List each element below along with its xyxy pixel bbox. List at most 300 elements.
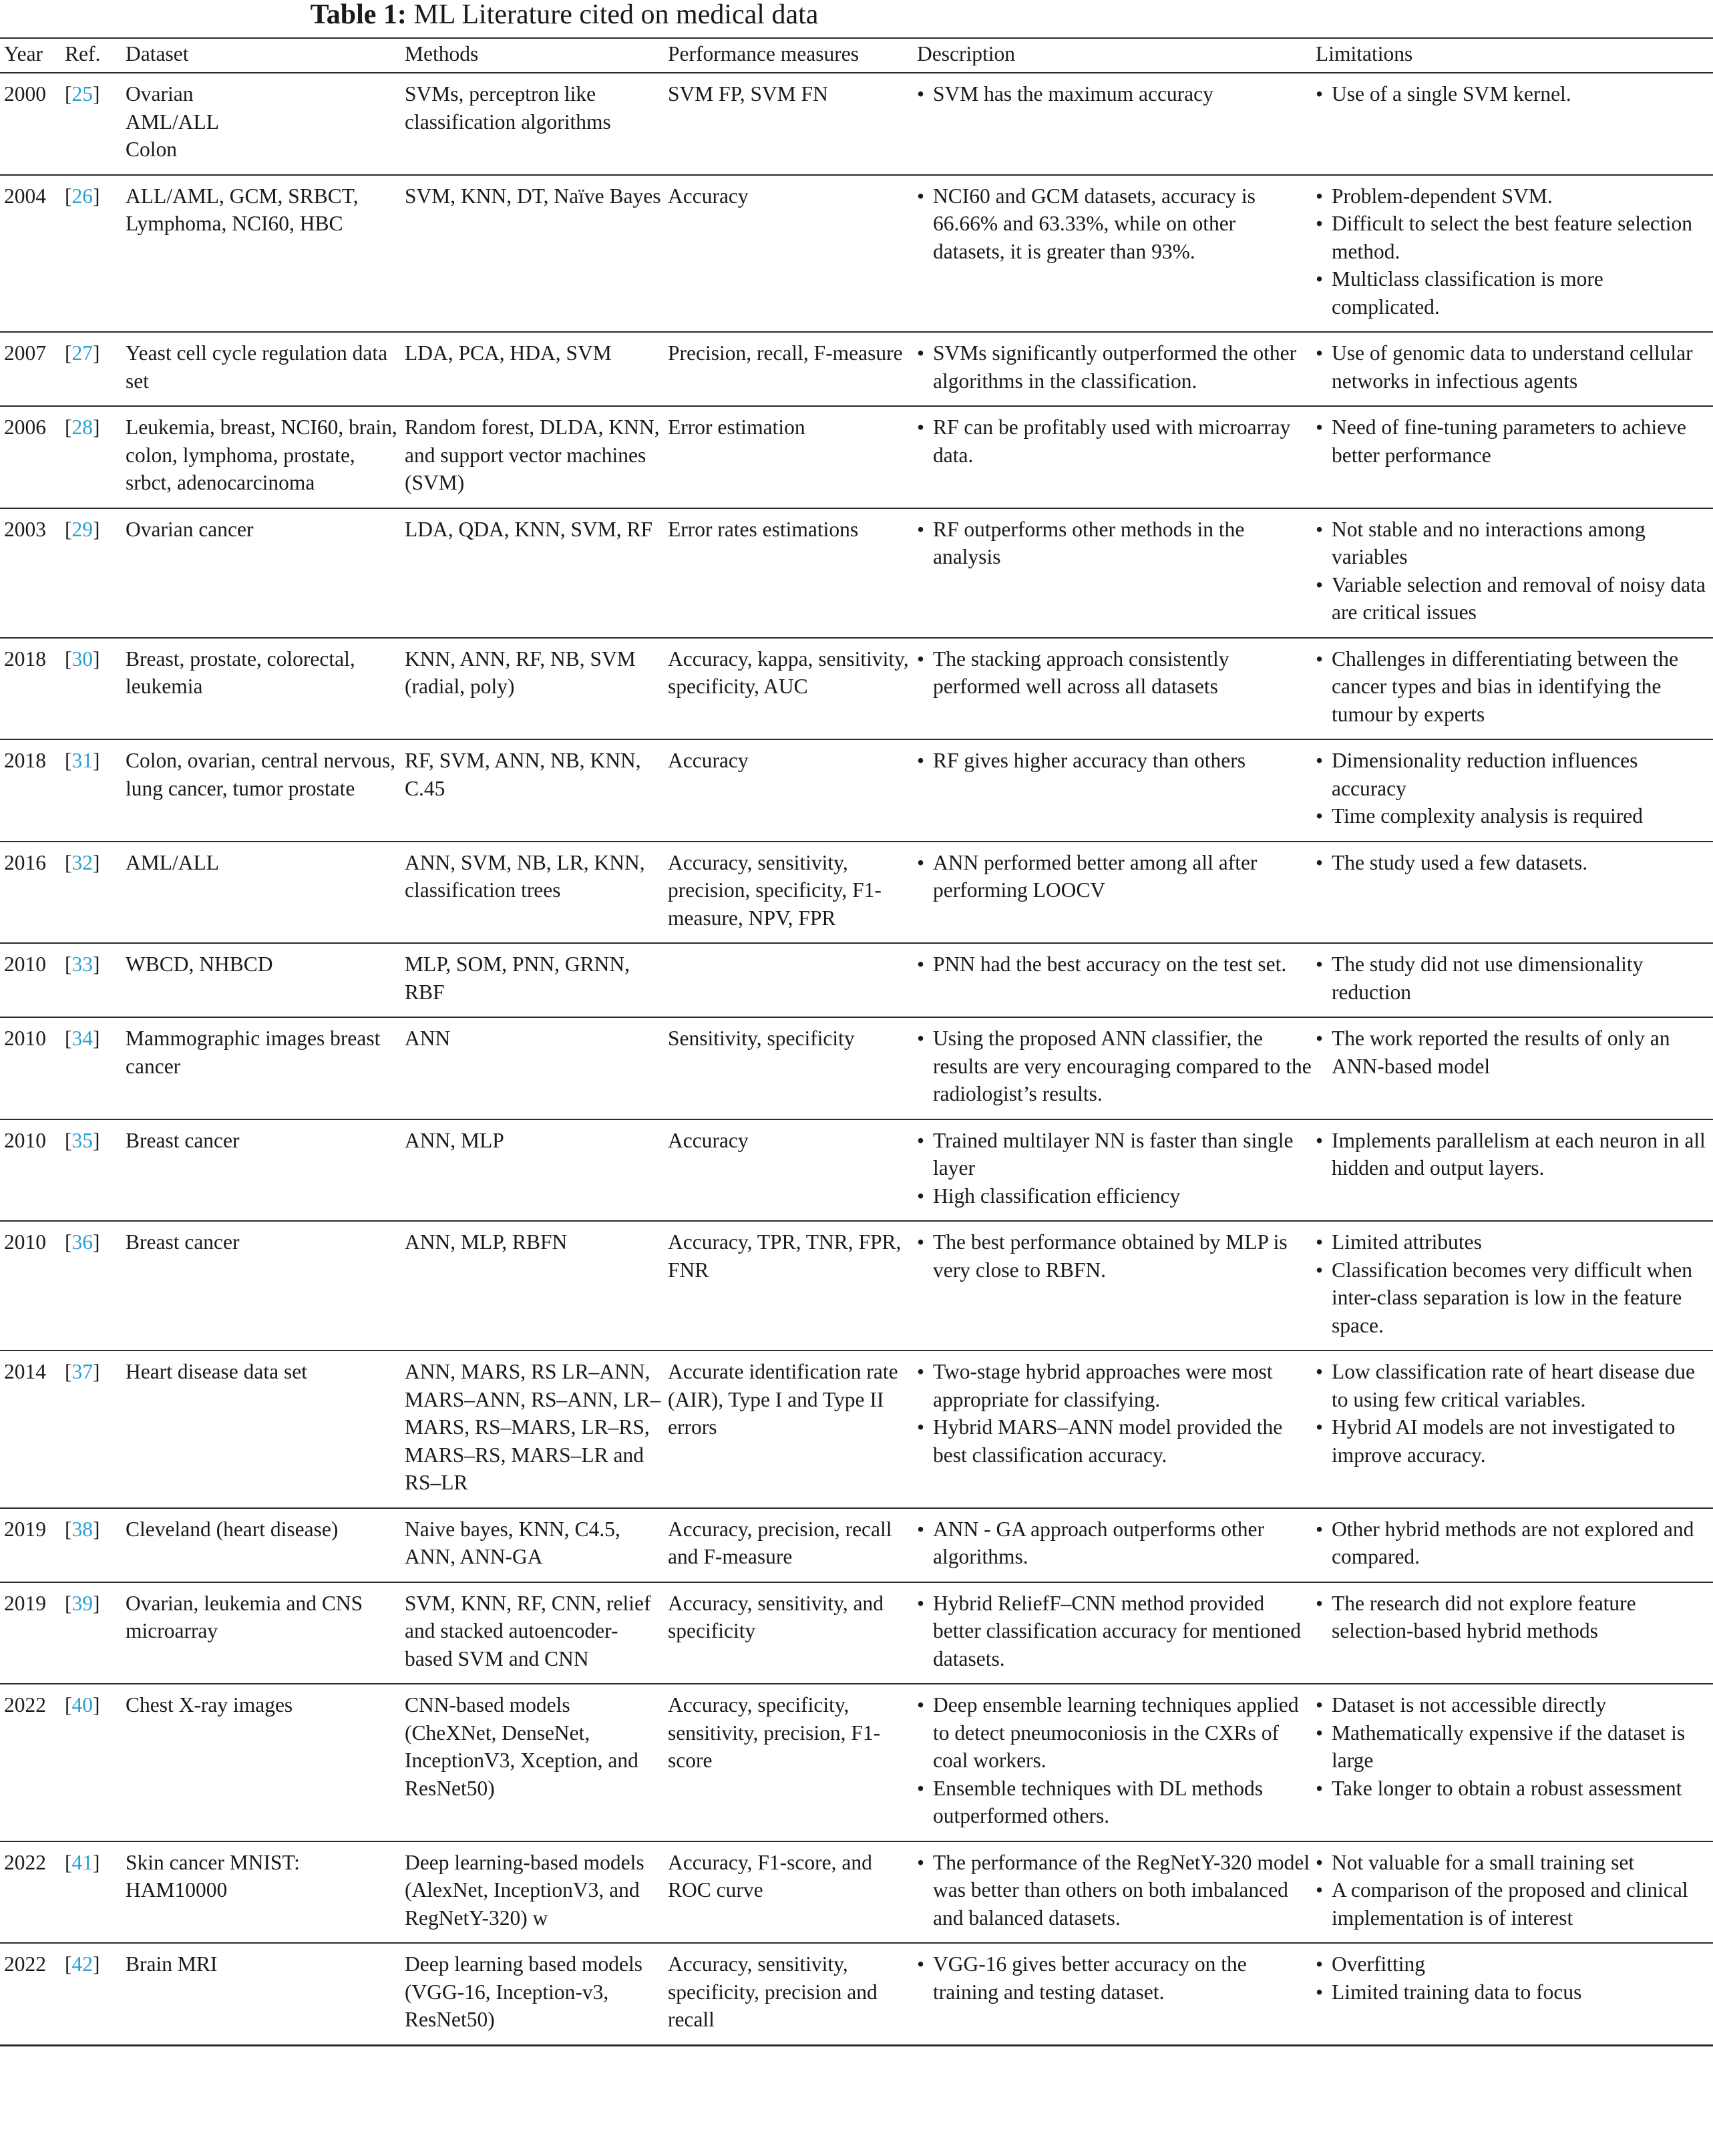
methods-cell-text: SVM, KNN, DT, Naïve Bayes xyxy=(405,184,661,208)
methods-cell-text: SVMs, perceptron like classification algorithms xyxy=(405,82,611,134)
dataset-cell xyxy=(122,943,401,1017)
description-cell xyxy=(913,406,1312,508)
year-cell xyxy=(0,842,61,944)
methods-cell-text: ANN, MARS, RS LR–ANN, MARS–ANN, RS–ANN, LR–MARS, RS–MARS, LR–RS, MARS–RS, MARS–LR and RS–LR xyxy=(405,1360,661,1494)
description-list xyxy=(917,1849,1312,1932)
bullet-item: • Take longer to obtain a robust assessment xyxy=(1316,1775,1713,1803)
dataset-cell xyxy=(122,332,401,406)
dataset-cell xyxy=(122,1119,401,1222)
methods-cell xyxy=(401,1841,664,1944)
bullet-item: • The study used a few datasets. xyxy=(1316,849,1713,877)
ref-bracket-open: [ xyxy=(65,1230,72,1254)
year-cell xyxy=(0,508,61,638)
year-cell xyxy=(0,1841,61,1944)
methods-cell xyxy=(401,1943,664,2045)
table-caption xyxy=(0,0,1129,29)
performance-cell xyxy=(664,1508,913,1582)
dataset-line: Colon xyxy=(126,138,178,161)
limitations-cell xyxy=(1312,1841,1713,1944)
performance-cell xyxy=(664,943,913,1017)
limitations-list xyxy=(1316,849,1713,877)
methods-cell-text: ANN xyxy=(405,1027,451,1050)
dataset-cell xyxy=(122,1943,401,2045)
bullet-item: • ANN - GA approach outperforms other algorithms. xyxy=(917,1515,1312,1571)
dataset-cell xyxy=(122,842,401,944)
methods-cell-text: Deep learning-based models (AlexNet, InceptionV3, and RegNetY-320) w xyxy=(405,1850,644,1930)
description-cell xyxy=(913,1508,1312,1582)
bullet-item: • Trained multilayer NN is faster than single layer xyxy=(917,1127,1312,1182)
dataset-cell xyxy=(122,739,401,842)
performance-cell-text: Accuracy xyxy=(668,1128,749,1152)
ref-link[interactable]: 36 xyxy=(71,1230,93,1254)
bullet-item: • The best performance obtained by MLP is very close to RBFN. xyxy=(917,1228,1312,1284)
limitations-list xyxy=(1316,182,1713,321)
dataset-cell xyxy=(122,1508,401,1582)
ref-bracket-open: [ xyxy=(65,1128,72,1152)
year-cell xyxy=(0,1582,61,1684)
dataset-line: Chest X-ray images xyxy=(126,1693,293,1717)
dataset-cell xyxy=(122,406,401,508)
ref-bracket-open: [ xyxy=(65,952,72,976)
ref-cell xyxy=(61,1351,122,1508)
ref-bracket-open: [ xyxy=(65,1027,72,1050)
performance-cell-text: Sensitivity, specificity xyxy=(668,1027,855,1050)
description-cell xyxy=(913,508,1312,638)
description-list xyxy=(917,1590,1312,1673)
ref-link[interactable]: 27 xyxy=(71,341,93,365)
dataset-cell xyxy=(122,1841,401,1944)
limitations-cell xyxy=(1312,842,1713,944)
limitations-list xyxy=(1316,1515,1713,1571)
table-row xyxy=(0,175,1713,333)
column-header-limitations: Limitations xyxy=(1312,38,1713,73)
table-row xyxy=(0,1582,1713,1684)
year-cell xyxy=(0,638,61,740)
limitations-cell xyxy=(1312,1221,1713,1351)
dataset-cell xyxy=(122,508,401,638)
year-cell xyxy=(0,1119,61,1222)
description-list xyxy=(917,182,1312,266)
performance-cell xyxy=(664,1582,913,1684)
bullet-item: • The study did not use dimensionality reduction xyxy=(1316,950,1713,1006)
dataset-line: Colon, ovarian, central nervous, lung cancer, tumor prostate xyxy=(126,749,396,800)
year-cell-text: 2010 xyxy=(4,1027,46,1050)
performance-cell-text: Accuracy, sensitivity, specificity, precision and recall xyxy=(668,1952,878,2031)
methods-cell xyxy=(401,1684,664,1841)
methods-cell xyxy=(401,1582,664,1684)
bullet-item: • Challenges in differentiating between the cancer types and bias in identifying the tumour by experts xyxy=(1316,645,1713,729)
bullet-item: • SVM has the maximum accuracy xyxy=(917,80,1312,108)
ref-bracket-open: [ xyxy=(65,184,72,208)
description-cell xyxy=(913,1582,1312,1684)
ref-link[interactable]: 30 xyxy=(71,647,93,671)
year-cell-text: 2010 xyxy=(4,952,46,976)
bullet-item: • High classification efficiency xyxy=(917,1182,1312,1210)
ref-cell xyxy=(61,1508,122,1582)
table-body xyxy=(0,73,1713,2045)
description-cell xyxy=(913,1351,1312,1508)
methods-cell xyxy=(401,943,664,1017)
ref-cell xyxy=(61,739,122,842)
ref-bracket-open: [ xyxy=(65,749,72,772)
ref-bracket-close: ] xyxy=(93,1027,100,1050)
description-cell xyxy=(913,739,1312,842)
description-list xyxy=(917,849,1312,904)
ref-bracket-close: ] xyxy=(93,952,100,976)
description-cell xyxy=(913,1943,1312,2045)
limitations-cell xyxy=(1312,508,1713,638)
ref-bracket-open: [ xyxy=(65,1360,72,1383)
methods-cell xyxy=(401,1351,664,1508)
table-row xyxy=(0,1351,1713,1508)
dataset-line: Breast, prostate, colorectal, leukemia xyxy=(126,647,355,698)
table-row xyxy=(0,406,1713,508)
bullet-item: • Classification becomes very difficult when inter-class separation is low in the feature space. xyxy=(1316,1256,1713,1340)
bullet-item: • Limited attributes xyxy=(1316,1228,1713,1256)
ref-bracket-close: ] xyxy=(93,1693,100,1717)
ref-link[interactable]: 37 xyxy=(71,1360,93,1383)
limitations-cell xyxy=(1312,406,1713,508)
performance-cell xyxy=(664,406,913,508)
dataset-cell xyxy=(122,73,401,175)
year-cell-text: 2006 xyxy=(4,415,46,439)
performance-cell-text: Accuracy, sensitivity, and specificity xyxy=(668,1591,884,1642)
dataset-line: Ovarian xyxy=(126,82,194,106)
year-cell-text: 2004 xyxy=(4,184,46,208)
description-cell xyxy=(913,1841,1312,1944)
dataset-line: Mammographic images breast cancer xyxy=(126,1027,381,1078)
limitations-list xyxy=(1316,80,1713,108)
column-header-performance: Performance measures xyxy=(664,38,913,73)
ref-link[interactable]: 33 xyxy=(71,952,93,976)
table-row xyxy=(0,1508,1713,1582)
bullet-item: • RF gives higher accuracy than others xyxy=(917,747,1312,775)
methods-cell-text: LDA, PCA, HDA, SVM xyxy=(405,341,612,365)
dataset-cell xyxy=(122,1221,401,1351)
year-cell xyxy=(0,1943,61,2045)
limitations-cell xyxy=(1312,1943,1713,2045)
performance-cell-text: Accuracy, sensitivity, precision, specificity, F1-measure, NPV, FPR xyxy=(668,850,882,930)
bullet-item: • Time complexity analysis is required xyxy=(1316,802,1713,830)
dataset-line: Brain MRI xyxy=(126,1952,218,1976)
description-cell xyxy=(913,1017,1312,1119)
year-cell-text: 2019 xyxy=(4,1591,46,1615)
table-row xyxy=(0,1017,1713,1119)
table-row xyxy=(0,1841,1713,1944)
description-list xyxy=(917,1515,1312,1571)
ref-link[interactable]: 42 xyxy=(71,1952,93,1976)
description-list xyxy=(917,413,1312,469)
dataset-line: Ovarian, leukemia and CNS microarray xyxy=(126,1591,363,1642)
performance-cell xyxy=(664,175,913,333)
dataset-line: AML/ALL xyxy=(126,110,219,134)
performance-cell xyxy=(664,1684,913,1841)
ref-link[interactable]: 38 xyxy=(71,1517,93,1541)
ref-link[interactable]: 26 xyxy=(71,184,93,208)
ref-cell xyxy=(61,1943,122,2045)
bullet-item: • Not valuable for a small training set xyxy=(1316,1849,1713,1877)
ref-bracket-close: ] xyxy=(93,749,100,772)
ref-bracket-open: [ xyxy=(65,1952,72,1976)
ref-bracket-close: ] xyxy=(93,184,100,208)
year-cell xyxy=(0,406,61,508)
limitations-list xyxy=(1316,1849,1713,1932)
methods-cell xyxy=(401,73,664,175)
ref-cell xyxy=(61,406,122,508)
bullet-item: • VGG-16 gives better accuracy on the training and testing dataset. xyxy=(917,1950,1312,2006)
limitations-cell xyxy=(1312,175,1713,333)
bullet-item: • Not stable and no interactions among variables xyxy=(1316,516,1713,571)
limitations-cell xyxy=(1312,1582,1713,1684)
bullet-item: • PNN had the best accuracy on the test set. xyxy=(917,950,1312,978)
performance-cell-text: Accuracy, F1-score, and ROC curve xyxy=(668,1850,872,1902)
dataset-line: Heart disease data set xyxy=(126,1360,307,1383)
description-cell xyxy=(913,175,1312,333)
methods-cell-text: KNN, ANN, RF, NB, SVM (radial, poly) xyxy=(405,647,636,698)
description-cell xyxy=(913,1119,1312,1222)
performance-cell-text: Accuracy, kappa, sensitivity, specificity, AUC xyxy=(668,647,909,698)
limitations-list xyxy=(1316,516,1713,626)
dataset-line: Breast cancer xyxy=(126,1230,240,1254)
bullet-item: • Implements parallelism at each neuron in all hidden and output layers. xyxy=(1316,1127,1713,1182)
year-cell-text: 2010 xyxy=(4,1128,46,1152)
column-header-methods: Methods xyxy=(401,38,664,73)
limitations-list xyxy=(1316,950,1713,1006)
performance-cell xyxy=(664,1017,913,1119)
bullet-item: • Low classification rate of heart disease due to using few critical variables. xyxy=(1316,1358,1713,1413)
bullet-item: • Overfitting xyxy=(1316,1950,1713,1978)
ref-cell xyxy=(61,1841,122,1944)
limitations-cell xyxy=(1312,739,1713,842)
performance-cell-text: Error estimation xyxy=(668,415,805,439)
bullet-item: • RF outperforms other methods in the analysis xyxy=(917,516,1312,571)
ref-bracket-open: [ xyxy=(65,517,72,541)
ref-bracket-close: ] xyxy=(93,1230,100,1254)
year-cell-text: 2022 xyxy=(4,1850,46,1874)
year-cell xyxy=(0,73,61,175)
description-cell xyxy=(913,943,1312,1017)
methods-cell-text: LDA, QDA, KNN, SVM, RF xyxy=(405,517,653,541)
methods-cell xyxy=(401,1119,664,1222)
ref-link[interactable]: 39 xyxy=(71,1591,93,1615)
bullet-item: • Hybrid MARS–ANN model provided the best classification accuracy. xyxy=(917,1413,1312,1469)
year-cell-text: 2022 xyxy=(4,1693,46,1717)
dataset-line: Cleveland (heart disease) xyxy=(126,1517,339,1541)
bullet-item: • Ensemble techniques with DL methods outperformed others. xyxy=(917,1775,1312,1830)
dataset-cell xyxy=(122,1582,401,1684)
methods-cell xyxy=(401,638,664,740)
description-list xyxy=(917,1228,1312,1284)
table-row xyxy=(0,1119,1713,1222)
table-row xyxy=(0,1684,1713,1841)
ref-bracket-close: ] xyxy=(93,517,100,541)
methods-cell xyxy=(401,508,664,638)
bullet-item: • Variable selection and removal of noisy data are critical issues xyxy=(1316,571,1713,626)
bullet-item: • Hybrid ReliefF–CNN method provided better classification accuracy for mentioned datasets. xyxy=(917,1590,1312,1673)
ref-bracket-close: ] xyxy=(93,1850,100,1874)
performance-cell-text: Accuracy, specificity, sensitivity, precision, F1-score xyxy=(668,1693,881,1772)
limitations-list xyxy=(1316,413,1713,469)
performance-cell xyxy=(664,1119,913,1222)
description-list xyxy=(917,1950,1312,2006)
methods-cell xyxy=(401,1508,664,1582)
ref-link[interactable]: 28 xyxy=(71,415,93,439)
methods-cell xyxy=(401,406,664,508)
description-list xyxy=(917,516,1312,571)
limitations-cell xyxy=(1312,1508,1713,1582)
performance-cell-text: Accurate identification rate (AIR), Type I and Type II errors xyxy=(668,1360,898,1439)
performance-cell xyxy=(664,842,913,944)
table-row xyxy=(0,508,1713,638)
bullet-item: • Other hybrid methods are not explored and compared. xyxy=(1316,1515,1713,1571)
methods-cell-text: MLP, SOM, PNN, GRNN, RBF xyxy=(405,952,630,1004)
bullet-item: • Limited training data to focus xyxy=(1316,1978,1713,2006)
year-cell-text: 2010 xyxy=(4,1230,46,1254)
methods-cell-text: Deep learning based models (VGG-16, Inception-v3, ResNet50) xyxy=(405,1952,643,2031)
ref-cell xyxy=(61,1017,122,1119)
ref-bracket-open: [ xyxy=(65,341,72,365)
performance-cell xyxy=(664,73,913,175)
performance-cell xyxy=(664,1351,913,1508)
description-list xyxy=(917,339,1312,395)
ref-link[interactable]: 35 xyxy=(71,1128,93,1152)
table-caption-label: Table 1: xyxy=(310,0,407,30)
column-header-dataset: Dataset xyxy=(122,38,401,73)
ref-cell xyxy=(61,175,122,333)
year-cell-text: 2007 xyxy=(4,341,46,365)
column-header-ref: Ref. xyxy=(61,38,122,73)
performance-cell-text: Accuracy, precision, recall and F-measure xyxy=(668,1517,892,1568)
year-cell-text: 2000 xyxy=(4,82,46,106)
year-cell-text: 2018 xyxy=(4,647,46,671)
literature-table xyxy=(0,37,1713,2046)
ref-link[interactable]: 29 xyxy=(71,517,93,541)
dataset-cell xyxy=(122,175,401,333)
methods-cell xyxy=(401,175,664,333)
year-cell xyxy=(0,1508,61,1582)
description-list xyxy=(917,1691,1312,1830)
ref-bracket-close: ] xyxy=(93,1517,100,1541)
description-cell xyxy=(913,842,1312,944)
performance-cell-text: Error rates estimations xyxy=(668,517,859,541)
description-cell xyxy=(913,1684,1312,1841)
dataset-line: Leukemia, breast, NCI60, brain, colon, lymphoma, prostate, srbct, adenocarcinoma xyxy=(126,415,397,494)
bullet-item: • Use of genomic data to understand cellular networks in infectious agents xyxy=(1316,339,1713,395)
bullet-item: • Hybrid AI models are not investigated to improve accuracy. xyxy=(1316,1413,1713,1469)
limitations-cell xyxy=(1312,1684,1713,1841)
table-row xyxy=(0,943,1713,1017)
year-cell xyxy=(0,739,61,842)
performance-cell-text: Accuracy, TPR, TNR, FPR, FNR xyxy=(668,1230,902,1282)
description-list xyxy=(917,1025,1312,1108)
year-cell xyxy=(0,1684,61,1841)
description-list xyxy=(917,1358,1312,1469)
year-cell-text: 2019 xyxy=(4,1517,46,1541)
ref-bracket-close: ] xyxy=(93,1128,100,1152)
table-row xyxy=(0,73,1713,175)
limitations-list xyxy=(1316,1228,1713,1339)
table-row xyxy=(0,739,1713,842)
ref-link[interactable]: 40 xyxy=(71,1693,93,1717)
methods-cell-text: ANN, SVM, NB, LR, KNN, classification trees xyxy=(405,850,645,902)
ref-bracket-close: ] xyxy=(93,341,100,365)
performance-cell xyxy=(664,332,913,406)
ref-link[interactable]: 34 xyxy=(71,1027,93,1050)
ref-bracket-open: [ xyxy=(65,1693,72,1717)
year-cell-text: 2018 xyxy=(4,749,46,772)
ref-bracket-close: ] xyxy=(93,850,100,874)
limitations-list xyxy=(1316,1950,1713,2006)
bullet-item: • Use of a single SVM kernel. xyxy=(1316,80,1713,108)
limitations-list xyxy=(1316,339,1713,395)
ref-bracket-open: [ xyxy=(65,415,72,439)
ref-bracket-close: ] xyxy=(93,647,100,671)
bullet-item: • Dataset is not accessible directly xyxy=(1316,1691,1713,1719)
ref-cell xyxy=(61,1221,122,1351)
performance-cell-text: Accuracy xyxy=(668,749,749,772)
ref-cell xyxy=(61,943,122,1017)
year-cell xyxy=(0,943,61,1017)
limitations-cell xyxy=(1312,1119,1713,1222)
dataset-line: AML/ALL xyxy=(126,850,219,874)
methods-cell-text: ANN, MLP xyxy=(405,1128,504,1152)
bullet-item: • ANN performed better among all after performing LOOCV xyxy=(917,849,1312,904)
column-header-description: Description xyxy=(913,38,1312,73)
performance-cell-text: SVM FP, SVM FN xyxy=(668,82,828,106)
methods-cell-text: ANN, MLP, RBFN xyxy=(405,1230,568,1254)
bullet-item: • The stacking approach consistently performed well across all datasets xyxy=(917,645,1312,701)
limitations-cell xyxy=(1312,1017,1713,1119)
ref-cell xyxy=(61,73,122,175)
ref-cell xyxy=(61,1119,122,1222)
limitations-cell xyxy=(1312,73,1713,175)
dataset-cell xyxy=(122,1684,401,1841)
ref-bracket-close: ] xyxy=(93,415,100,439)
limitations-list xyxy=(1316,747,1713,830)
description-cell xyxy=(913,1221,1312,1351)
dataset-line: Ovarian cancer xyxy=(126,517,254,541)
description-cell xyxy=(913,332,1312,406)
year-cell xyxy=(0,332,61,406)
bullet-item: • The performance of the RegNetY-320 model was better than others on both imbalanced and balanced datasets. xyxy=(917,1849,1312,1932)
methods-cell xyxy=(401,1017,664,1119)
ref-link[interactable]: 31 xyxy=(71,749,93,772)
year-cell-text: 2022 xyxy=(4,1952,46,1976)
year-cell-text: 2014 xyxy=(4,1360,46,1383)
bullet-item: • Dimensionality reduction influences accuracy xyxy=(1316,747,1713,802)
performance-cell xyxy=(664,1841,913,1944)
ref-bracket-open: [ xyxy=(65,1517,72,1541)
ref-link[interactable]: 25 xyxy=(71,82,93,106)
table-row xyxy=(0,332,1713,406)
table-header-row xyxy=(0,38,1713,73)
performance-cell-text: Precision, recall, F-measure xyxy=(668,341,903,365)
ref-bracket-open: [ xyxy=(65,647,72,671)
performance-cell-text: Accuracy xyxy=(668,184,749,208)
year-cell xyxy=(0,1351,61,1508)
ref-bracket-close: ] xyxy=(93,1952,100,1976)
methods-cell xyxy=(401,739,664,842)
bullet-item: • NCI60 and GCM datasets, accuracy is 66.66% and 63.33%, while on other datasets, it is greater than 93%. xyxy=(917,182,1312,266)
limitations-cell xyxy=(1312,638,1713,740)
ref-link[interactable]: 41 xyxy=(71,1850,93,1874)
year-cell-text: 2016 xyxy=(4,850,46,874)
limitations-list xyxy=(1316,645,1713,729)
ref-link[interactable]: 32 xyxy=(71,850,93,874)
bullet-item: • Difficult to select the best feature selection method. xyxy=(1316,210,1713,265)
bullet-item: • Deep ensemble learning techniques applied to detect pneumoconiosis in the CXRs of coal workers. xyxy=(917,1691,1312,1775)
ref-cell xyxy=(61,332,122,406)
